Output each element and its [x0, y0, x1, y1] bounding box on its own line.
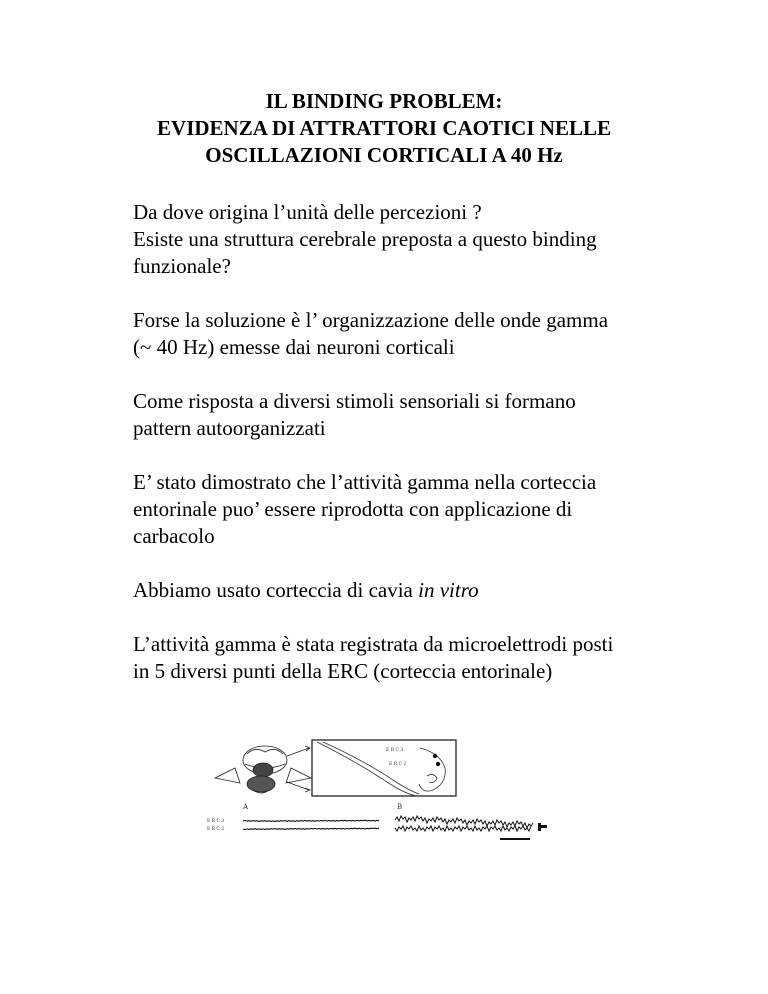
paragraph-line: entorinale puo’ essere riprodotta con applicazione di	[133, 497, 573, 521]
document-title	[0, 88, 768, 169]
inset-label-2: E R C 2	[389, 762, 407, 767]
paragraph-line: L’attività gamma è stata registrata da microelettrodi posti	[133, 632, 614, 656]
paragraph-line: E’ stato dimostrato che l’attività gamma nella corteccia	[133, 470, 597, 494]
paragraph-line: (~ 40 Hz) emesse dai neuroni corticali	[133, 335, 455, 359]
paragraph-line: pattern autoorganizzati	[133, 416, 326, 440]
paragraph-carbachol	[133, 469, 733, 550]
paragraph-text: Abbiamo usato corteccia di cavia	[133, 578, 419, 602]
trace-label-2: E R C 2	[207, 827, 225, 832]
trace-a-1	[243, 820, 379, 821]
paragraph-line: carbacolo	[133, 524, 215, 548]
title-line-3: OSCILLAZIONI CORTICALI A 40 Hz	[205, 143, 563, 167]
trace-label-1: E R C 3	[207, 819, 225, 824]
paragraph-line: Da dove origina l’unità delle percezioni ?	[133, 200, 482, 224]
paragraph-line: in 5 diversi punti della ERC (corteccia entorinale)	[133, 659, 553, 683]
brain-sketch	[215, 746, 311, 793]
trace-b-2	[395, 826, 531, 831]
cortex-slice-inset	[312, 740, 456, 796]
trace-a-2	[243, 828, 379, 829]
paragraph-guinea-pig-cortex	[133, 577, 733, 604]
title-line-2: EVIDENZA DI ATTRATTORI CAOTICI NELLE	[157, 116, 611, 140]
paragraph-line: Come risposta a diversi stimoli sensoriali si formano	[133, 389, 576, 413]
paragraph-microelectrodes	[133, 631, 733, 685]
paragraph-origin-question	[133, 199, 733, 280]
panel-b-label: B	[397, 803, 403, 811]
paragraph-italic: in vitro	[418, 578, 479, 602]
recording-figure	[205, 738, 565, 848]
panel-a-label: A	[243, 803, 249, 811]
title-line-1: IL BINDING PROBLEM:	[265, 89, 503, 113]
paragraph-line: Forse la soluzione è l’ organizzazione delle onde gamma	[133, 308, 609, 332]
trace-b-1	[395, 816, 533, 828]
paragraph-line: Esiste una struttura cerebrale preposta a questo binding	[133, 227, 597, 251]
inset-label-1: E R C 3	[386, 748, 404, 753]
paragraph-self-organized-patterns	[133, 388, 733, 442]
paragraph-line: funzionale?	[133, 254, 231, 278]
paragraph-gamma-waves	[133, 307, 733, 361]
paragraph-line	[133, 577, 733, 604]
